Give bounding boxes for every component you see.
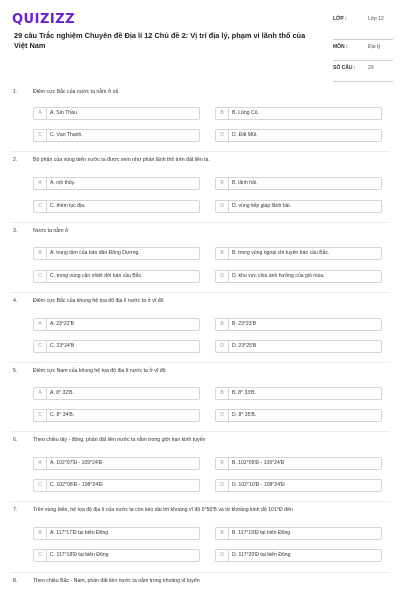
quizizz-logo: QUIZIZZ	[12, 12, 76, 27]
worksheet-header	[0, 0, 400, 80]
option-c[interactable]	[33, 340, 200, 353]
option-letter: C	[34, 341, 47, 352]
option-text: B. 8° 33'B.	[232, 390, 256, 396]
option-letter: A	[34, 388, 47, 399]
option-d[interactable]	[215, 549, 382, 562]
option-letter: D	[216, 480, 229, 491]
meta-label-subject: MÔN :	[333, 44, 348, 50]
meta-value-count: 29	[368, 65, 374, 71]
divider	[10, 292, 390, 293]
option-letter: C	[34, 480, 47, 491]
option-letter: D	[216, 341, 229, 352]
option-text: B. Lũng Cú.	[232, 110, 259, 116]
option-a[interactable]	[33, 177, 200, 190]
option-c[interactable]	[33, 200, 200, 213]
question-number: 8.	[13, 578, 18, 584]
worksheet-title: 29 câu Trắc nghiệm Chuyên đề Địa lí 12 Chủ đề 2: Vị trí địa lý, phạm vi lãnh thổ của Việt Nam	[14, 31, 306, 50]
option-letter: B	[216, 319, 229, 330]
option-text: B. lãnh hải.	[232, 180, 258, 186]
option-letter: C	[34, 130, 47, 141]
option-c[interactable]	[33, 409, 200, 422]
option-letter: D	[216, 130, 229, 141]
option-b[interactable]	[215, 527, 382, 540]
option-b[interactable]	[215, 177, 382, 190]
option-letter: A	[34, 458, 47, 469]
option-text: A. nội thủy.	[50, 180, 76, 186]
option-letter: D	[216, 271, 229, 282]
option-b[interactable]	[215, 387, 382, 400]
option-letter: A	[34, 319, 47, 330]
option-letter: A	[34, 528, 47, 539]
option-b[interactable]	[215, 247, 382, 260]
option-a[interactable]	[33, 457, 200, 470]
option-letter: C	[34, 410, 47, 421]
option-letter: C	[34, 201, 47, 212]
option-d[interactable]	[215, 200, 382, 213]
option-letter: D	[216, 410, 229, 421]
question-text: Trên vùng biển, hệ tọa độ địa lí của nước ta còn kéo dài tới khoảng vĩ độ 6°50'B và từ khoảng kinh độ 101°Đ đến	[33, 507, 293, 513]
option-text: D. khu vực chịu ảnh hưởng của gió mùa.	[232, 273, 325, 279]
question-text: Theo chiều Bắc - Nam, phần đất liền nước ta nằm trong khoảng vĩ tuyến	[33, 578, 200, 584]
option-text: C. trong vùng cận nhiệt đới bán cầu Bắc.	[50, 273, 143, 279]
divider	[10, 222, 390, 223]
option-text: A. 102°07'Đ - 109°24'Đ	[50, 460, 103, 466]
option-letter: C	[34, 550, 47, 561]
question-number: 1.	[13, 89, 18, 95]
option-c[interactable]	[33, 129, 200, 142]
option-text: D. vùng tiếp giáp lãnh hải.	[232, 203, 291, 209]
option-letter: B	[216, 248, 229, 259]
option-text: C. 8° 34'B.	[50, 412, 75, 418]
option-a[interactable]	[33, 247, 200, 260]
option-letter: B	[216, 178, 229, 189]
option-text: A. 23°22'B	[50, 321, 74, 327]
option-letter: B	[216, 528, 229, 539]
meta-label-class: LỚP :	[333, 16, 347, 22]
option-letter: A	[34, 248, 47, 259]
divider	[10, 362, 390, 363]
option-text: D. 102°10'Đ - 108°24'Đ	[232, 482, 285, 488]
option-letter: B	[216, 458, 229, 469]
meta-row-class	[333, 12, 393, 40]
question-text: Theo chiều tây - đông, phần đất liền nước ta nằm trong giới hạn kinh tuyến	[33, 437, 206, 443]
option-text: B. 117°19'Đ tại biển Đông	[232, 530, 291, 536]
option-letter: A	[34, 178, 47, 189]
option-letter: C	[34, 271, 47, 282]
option-text: D. 23°25'B	[232, 343, 257, 349]
meta-label-count: SỐ CÂU :	[333, 65, 356, 71]
option-text: D. 117°20'Đ tại biển Đông	[232, 552, 291, 558]
divider	[10, 572, 390, 573]
option-letter: B	[216, 108, 229, 119]
divider	[10, 431, 390, 432]
question-number: 3.	[13, 228, 18, 234]
option-text: A. 117°17'Đ tại biển Đông	[50, 530, 109, 536]
question-text: Điểm cực Bắc của khung hệ tọa độ địa lí nước ta ở vĩ độ	[33, 298, 164, 304]
option-d[interactable]	[215, 270, 382, 283]
question-text: Bộ phận của vùng biển nước ta được xem như phần lãnh thổ trên đất liền là.	[33, 157, 210, 163]
option-text: C. 23°24'B	[50, 343, 75, 349]
divider	[10, 501, 390, 502]
option-c[interactable]	[33, 270, 200, 283]
option-d[interactable]	[215, 340, 382, 353]
option-letter: D	[216, 550, 229, 561]
meta-row-count	[333, 61, 393, 82]
question-number: 4.	[13, 298, 18, 304]
option-letter: D	[216, 201, 229, 212]
option-text: A. Sín Thầu	[50, 110, 77, 116]
option-text: C. 117°18'Đ tại biển Đông	[50, 552, 109, 558]
question-text: Điểm cực Nam của khung hệ tọa độ địa lí nước ta ở vĩ độ	[33, 368, 166, 374]
question-number: 7.	[13, 507, 18, 513]
option-letter: A	[34, 108, 47, 119]
option-a[interactable]	[33, 318, 200, 331]
option-text: A. trung tâm của bán đảo Đông Dương.	[50, 250, 140, 256]
meta-value-subject: Địa lý	[368, 44, 381, 50]
option-a[interactable]	[33, 527, 200, 540]
option-b[interactable]	[215, 318, 382, 331]
option-b[interactable]	[215, 107, 382, 120]
option-c[interactable]	[33, 479, 200, 492]
option-text: D. Đất Mũi.	[232, 132, 258, 138]
question-number: 5.	[13, 368, 18, 374]
option-a[interactable]	[33, 107, 200, 120]
option-d[interactable]	[215, 479, 382, 492]
option-d[interactable]	[215, 409, 382, 422]
option-text: B. trong vùng ngoại chí tuyến bán cầu Bắc.	[232, 250, 330, 256]
question-number: 6.	[13, 437, 18, 443]
worksheet-meta	[333, 12, 393, 82]
option-b[interactable]	[215, 457, 382, 470]
question-text: Nước ta nằm ở	[33, 228, 69, 234]
option-text: C. 102°08'Đ - 108°24'Đ	[50, 482, 103, 488]
option-text: B. 102°09'Đ - 109°24'Đ	[232, 460, 285, 466]
option-text: D. 8° 35'B.	[232, 412, 257, 418]
option-d[interactable]	[215, 129, 382, 142]
meta-value-class: Lớp 12	[368, 16, 384, 22]
option-text: A. 8° 32'B.	[50, 390, 74, 396]
option-text: C. thềm lục địa.	[50, 203, 86, 209]
meta-row-subject	[333, 40, 393, 61]
question-number: 2.	[13, 157, 18, 163]
divider	[10, 151, 390, 152]
question-text: Điểm cực Bắc của nước ta nằm ở xã	[33, 89, 119, 95]
option-text: B. 23°23'B	[232, 321, 256, 327]
option-letter: B	[216, 388, 229, 399]
option-c[interactable]	[33, 549, 200, 562]
option-text: C. Vạn Thạnh.	[50, 132, 83, 138]
option-a[interactable]	[33, 387, 200, 400]
